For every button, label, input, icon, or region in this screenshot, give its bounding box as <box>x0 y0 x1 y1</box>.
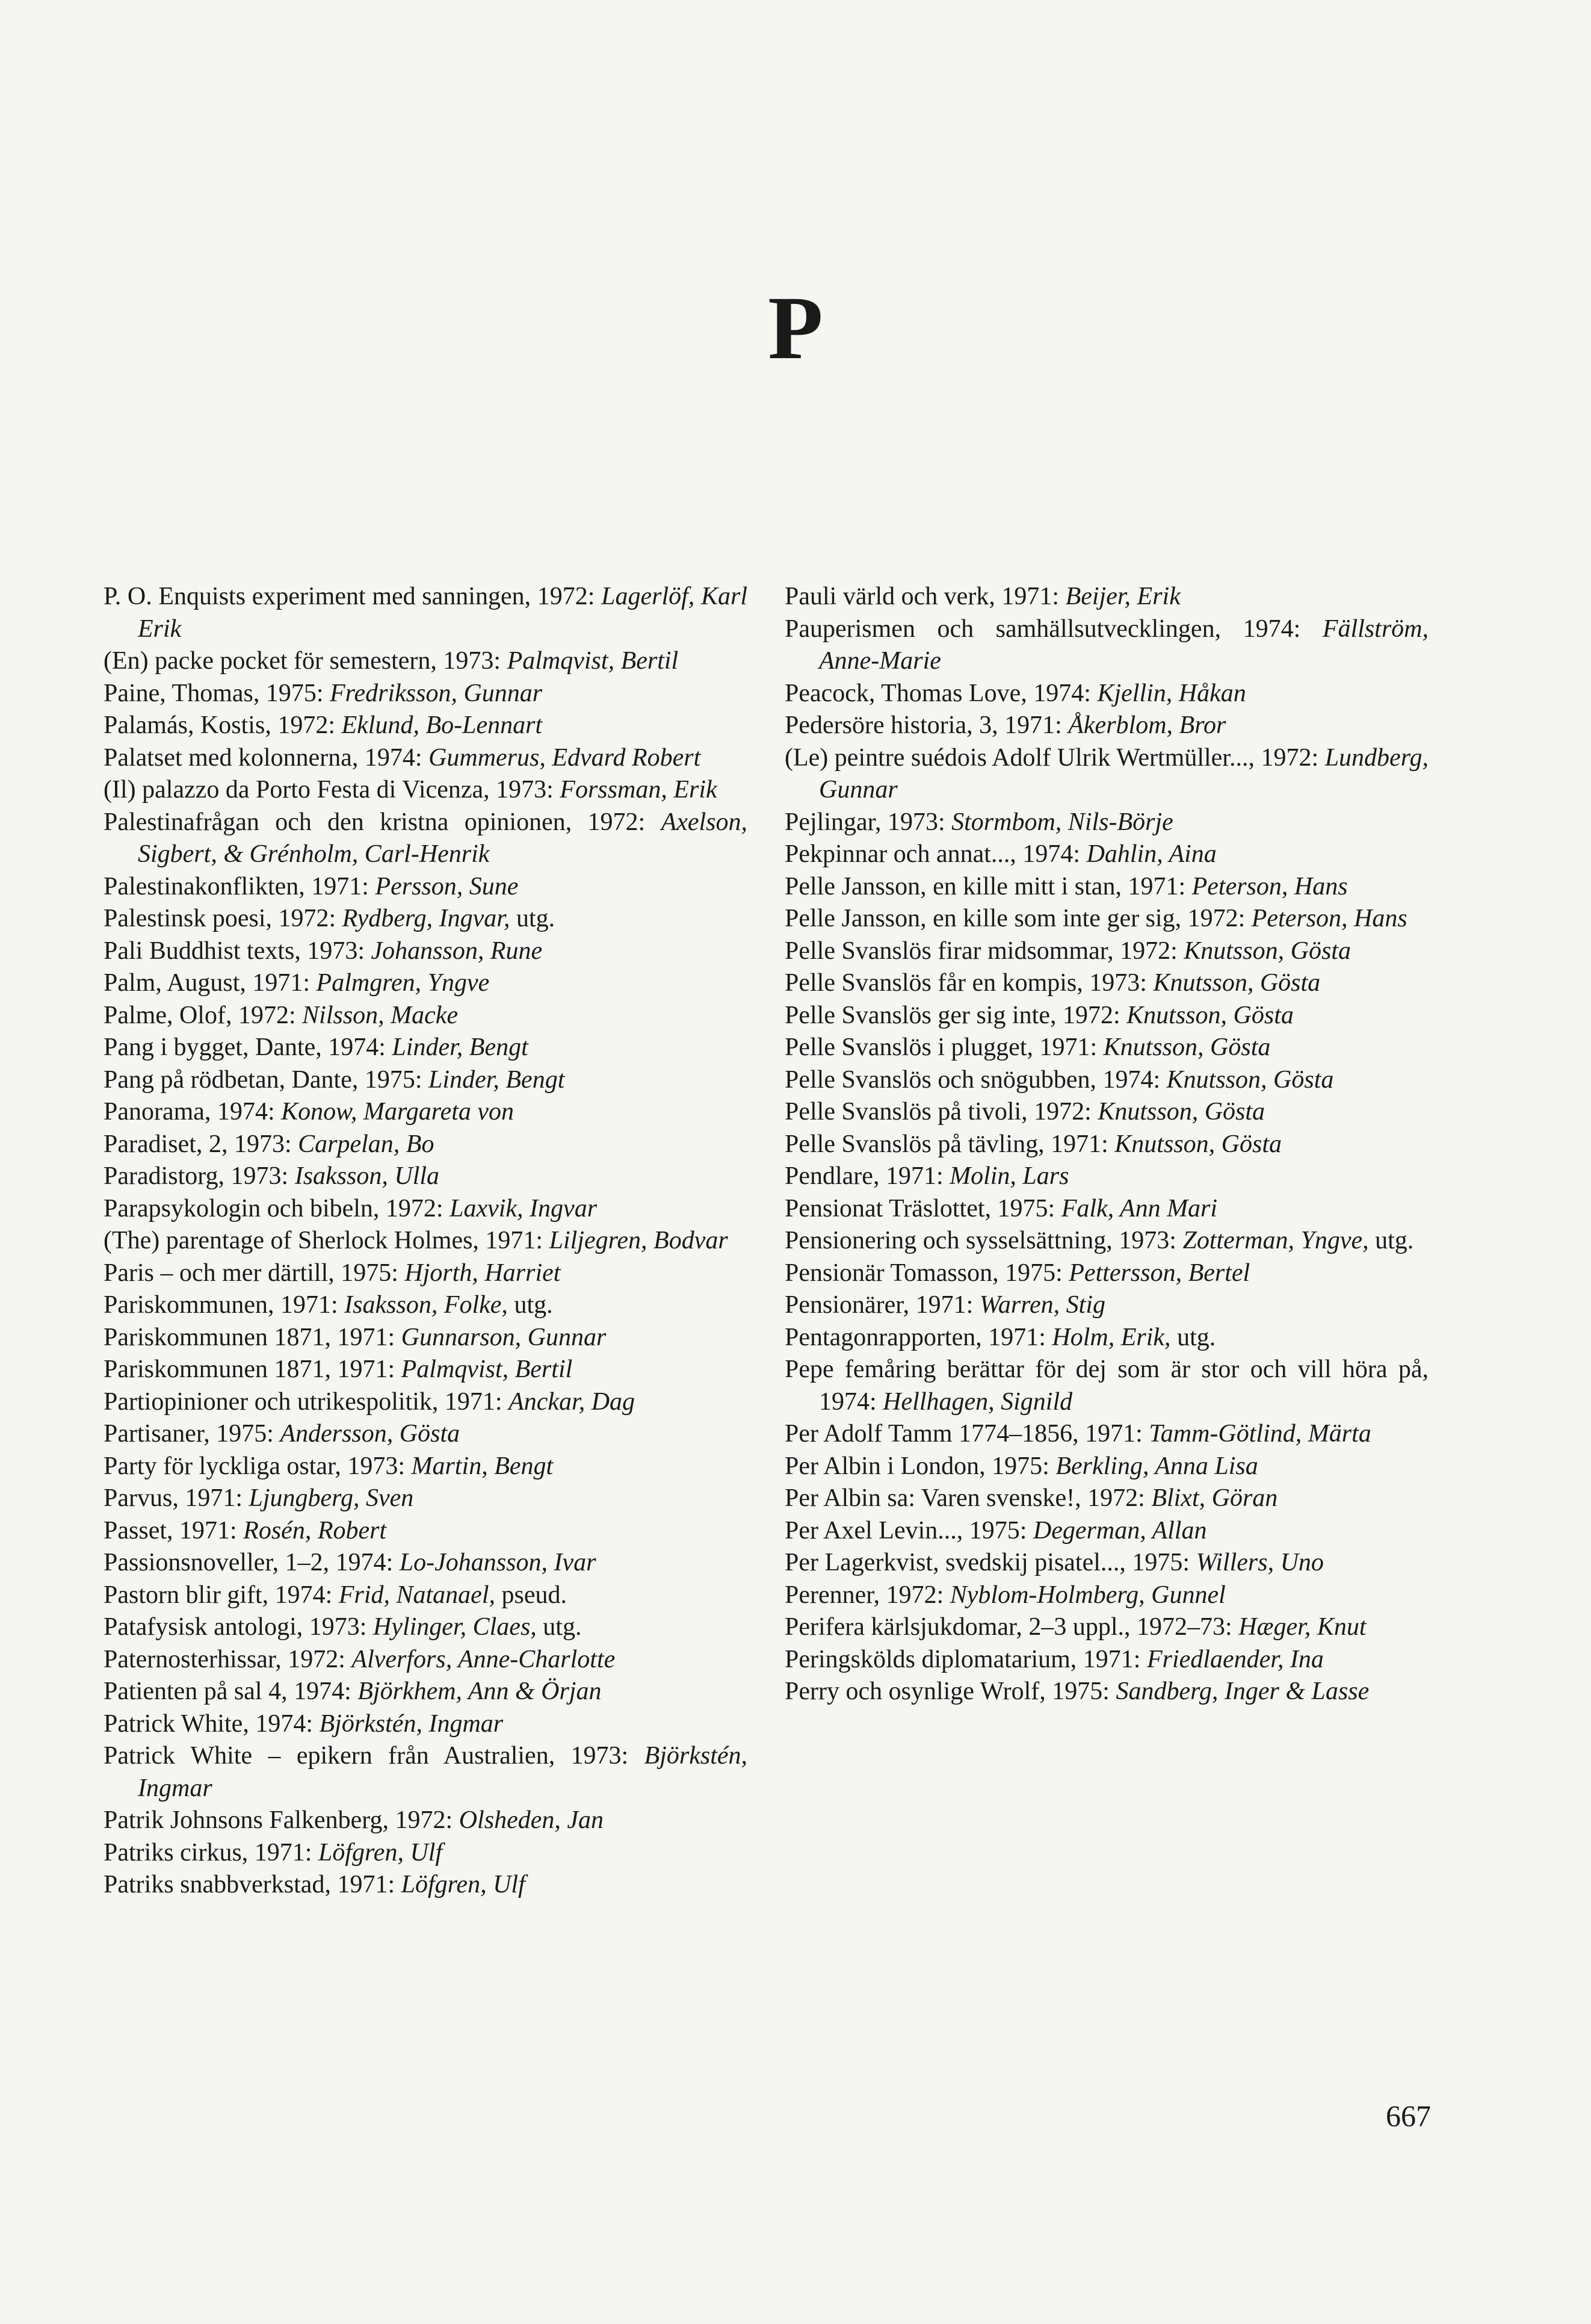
index-entry <box>785 1064 1429 1097</box>
entry-author: Kjellin, Håkan <box>1097 679 1246 707</box>
index-entry <box>785 935 1429 968</box>
entry-title: Party för lyckliga ostar, 1973: <box>103 1452 406 1480</box>
section-letter: P <box>768 278 823 378</box>
entry-author: Björkstén, Ingmar <box>319 1709 504 1738</box>
index-entry <box>103 871 747 903</box>
index-entry <box>785 1418 1429 1451</box>
entry-title: Pekpinnar och annat..., 1974: <box>785 840 1081 868</box>
entry-author: Palmqvist, Bertil <box>507 647 679 675</box>
index-entry <box>785 581 1429 613</box>
entry-author: Falk, Ann Mari <box>1061 1194 1218 1222</box>
index-entry <box>103 1515 747 1548</box>
entry-title: Passet, 1971: <box>103 1516 237 1545</box>
entry-author: Lo-Johansson, Ivar <box>399 1549 596 1576</box>
index-entry <box>785 1160 1429 1193</box>
entry-author: Forssman, Erik <box>560 776 717 804</box>
entry-author: Tamm-Götlind, Märta <box>1149 1420 1371 1448</box>
entry-suffix: utg. <box>1375 1227 1414 1254</box>
index-entry <box>785 1644 1429 1676</box>
entry-author: Anckar, Dag <box>508 1387 635 1416</box>
entry-author: Degerman, Allan <box>1033 1516 1207 1545</box>
entry-author: Åkerblom, Bror <box>1068 711 1226 739</box>
entry-author: Zotterman, Yngve, <box>1182 1227 1369 1254</box>
index-entry <box>103 1740 747 1805</box>
entry-title: Pali Buddhist texts, 1973: <box>103 937 365 965</box>
entry-author: Berkling, Anna Lisa <box>1055 1452 1258 1480</box>
index-entry <box>785 838 1429 871</box>
index-entry <box>103 1289 747 1322</box>
index-entry <box>785 967 1429 1000</box>
entry-title: Pelle Svanslös och snögubben, 1974: <box>785 1065 1161 1094</box>
entry-title: Paine, Thomas, 1975: <box>103 679 324 707</box>
entry-title: Patienten på sal 4, 1974: <box>103 1678 351 1705</box>
entry-author: Sandberg, Inger & Lasse <box>1116 1678 1370 1705</box>
entry-author: Linder, Bengt <box>392 1033 528 1061</box>
index-entry <box>103 1418 747 1451</box>
entry-title: Pedersöre historia, 3, 1971: <box>785 711 1062 739</box>
entry-title: Per Albin sa: Varen svenske!, 1972: <box>785 1484 1145 1512</box>
index-entry <box>103 742 747 775</box>
entry-author: Peterson, Hans <box>1191 872 1348 900</box>
entry-title: Pauli värld och verk, 1971: <box>785 583 1060 610</box>
entry-title: Pang i bygget, Dante, 1974: <box>103 1033 386 1061</box>
entry-title: Pariskommunen 1871, 1971: <box>103 1323 395 1351</box>
entry-title: Peringskölds diplomatarium, 1971: <box>785 1645 1141 1673</box>
entry-author: Palmqvist, Bertil <box>401 1356 573 1383</box>
entry-author: Peterson, Hans <box>1251 905 1407 932</box>
index-entry <box>103 1096 747 1129</box>
entry-title: Palamás, Kostis, 1972: <box>103 711 335 739</box>
index-entry <box>103 1225 747 1257</box>
entry-title: Panorama, 1974: <box>103 1098 275 1126</box>
index-entry <box>785 1547 1429 1579</box>
entry-title: Paradistorg, 1973: <box>103 1162 289 1190</box>
entry-author: Molin, Lars <box>950 1162 1069 1190</box>
index-entry <box>103 1000 747 1032</box>
entry-author: Axelson, Sigbert, & Grénholm, Carl-Henrik <box>138 808 748 868</box>
entry-title: Per Axel Levin..., 1975: <box>785 1516 1027 1545</box>
entry-title: Paris – och mer därtill, 1975: <box>103 1259 398 1287</box>
entry-author: Warren, Stig <box>979 1291 1106 1319</box>
index-entry <box>103 1611 747 1644</box>
entry-author: Hjorth, Harriet <box>404 1259 561 1287</box>
index-entry <box>103 1257 747 1290</box>
entry-author: Ljungberg, Sven <box>249 1484 414 1512</box>
entry-title: Per Adolf Tamm 1774–1856, 1971: <box>785 1420 1143 1448</box>
entry-title: Passionsnoveller, 1–2, 1974: <box>103 1549 394 1576</box>
index-entry <box>785 1193 1429 1226</box>
entry-title: Per Lagerkvist, svedskij pisatel..., 1975: <box>785 1549 1190 1576</box>
index-entry <box>785 1354 1429 1418</box>
entry-title: Pentagonrapporten, 1971: <box>785 1323 1046 1351</box>
page-number: 667 <box>1386 2099 1431 2133</box>
entry-title: (Il) palazzo da Porto Festa di Vicenza, 1973: <box>103 776 554 804</box>
index-entry <box>103 1483 747 1515</box>
entry-title: Pelle Svanslös på tävling, 1971: <box>785 1130 1108 1158</box>
entry-author: Nyblom-Holmberg, Gunnel <box>950 1581 1226 1609</box>
index-entry <box>103 678 747 710</box>
entry-author: Knutsson, Gösta <box>1098 1098 1265 1126</box>
index-entry <box>103 1193 747 1226</box>
entry-title: Paradiset, 2, 1973: <box>103 1130 292 1158</box>
entry-author: Knutsson, Gösta <box>1114 1130 1282 1158</box>
index-entry <box>103 1805 747 1837</box>
entry-author: Dahlin, Aina <box>1086 840 1217 868</box>
entry-title: Parapsykologin och bibeln, 1972: <box>103 1194 443 1222</box>
entry-author: Björkhem, Ann & Örjan <box>357 1678 602 1705</box>
entry-title: (The) parentage of Sherlock Holmes, 1971: <box>103 1227 543 1254</box>
entry-author: Löfgren, Ulf <box>318 1838 443 1867</box>
index-entry <box>785 1096 1429 1129</box>
entry-title: Pensionärer, 1971: <box>785 1291 974 1319</box>
index-entry <box>785 710 1429 742</box>
index-entry <box>785 1515 1429 1548</box>
index-entry <box>103 710 747 742</box>
index-entry <box>785 903 1429 935</box>
entry-title: Patrick White, 1974: <box>103 1709 313 1738</box>
index-entry <box>103 967 747 1000</box>
index-entry <box>103 1354 747 1386</box>
entry-author: Hellhagen, Signild <box>883 1387 1073 1416</box>
index-entry <box>103 581 747 645</box>
entry-author: Gunnarson, Gunnar <box>401 1323 607 1351</box>
index-entry <box>103 1032 747 1064</box>
index-entry <box>103 935 747 968</box>
entry-title: Patriks cirkus, 1971: <box>103 1838 312 1867</box>
index-entry <box>785 1032 1429 1064</box>
entry-title: Perry och osynlige Wrolf, 1975: <box>785 1678 1110 1705</box>
entry-title: Palatset med kolonnerna, 1974: <box>103 743 422 772</box>
entry-title: Pensionat Träslottet, 1975: <box>785 1194 1055 1222</box>
entry-author: Eklund, Bo-Lennart <box>341 711 543 739</box>
index-column-right <box>785 581 1429 1708</box>
index-entry <box>785 1225 1429 1257</box>
entry-author: Löfgren, Ulf <box>401 1871 525 1898</box>
index-entry <box>785 1257 1429 1290</box>
entry-author: Fredriksson, Gunnar <box>330 679 543 707</box>
index-entry <box>103 1451 747 1483</box>
entry-author: Holm, Erik, <box>1052 1323 1171 1351</box>
index-entry <box>103 1322 747 1354</box>
entry-author: Lagerlöf, Karl Erik <box>138 583 747 643</box>
entry-author: Nilsson, Macke <box>302 1001 459 1029</box>
index-entry <box>103 1644 747 1676</box>
entry-title: Perifera kärlsjukdomar, 2–3 uppl., 1972–73: <box>785 1613 1232 1641</box>
entry-suffix: utg. <box>543 1613 582 1641</box>
entry-title: Per Albin i London, 1975: <box>785 1452 1049 1480</box>
entry-author: Pettersson, Bertel <box>1069 1259 1250 1287</box>
entry-title: Pelle Svanslös firar midsommar, 1972: <box>785 937 1178 965</box>
entry-title: Pensionär Tomasson, 1975: <box>785 1259 1063 1287</box>
entry-title: (En) packe pocket för semestern, 1973: <box>103 647 501 675</box>
index-entry <box>785 1289 1429 1322</box>
index-entry <box>103 645 747 678</box>
index-entry <box>785 1129 1429 1161</box>
entry-title: Pelle Jansson, en kille som inte ger sig, 1972: <box>785 905 1246 932</box>
entry-author: Linder, Bengt <box>428 1065 565 1094</box>
entry-title: Palestinsk poesi, 1972: <box>103 905 336 932</box>
entry-author: Andersson, Gösta <box>280 1420 460 1448</box>
entry-author: Carpelan, Bo <box>298 1130 434 1158</box>
entry-author: Palmgren, Yngve <box>316 969 490 997</box>
entry-title: Pang på rödbetan, Dante, 1975: <box>103 1065 422 1094</box>
entry-suffix: utg. <box>516 905 555 932</box>
entry-author: Alverfors, Anne-Charlotte <box>351 1645 616 1673</box>
entry-author: Knutsson, Gösta <box>1166 1065 1334 1094</box>
entry-author: Isaksson, Ulla <box>294 1162 440 1190</box>
entry-title: Patrick White – epikern från Australien, 1973: <box>103 1742 629 1770</box>
entry-title: Palme, Olof, 1972: <box>103 1001 296 1029</box>
index-entry <box>103 807 747 871</box>
index-entry <box>785 678 1429 710</box>
index-entry <box>785 1322 1429 1354</box>
entry-author: Björkstén, Ingmar <box>138 1742 748 1802</box>
entry-author: Laxvik, Ingvar <box>449 1194 598 1222</box>
entry-title: Paternosterhissar, 1972: <box>103 1645 345 1673</box>
entry-author: Rydberg, Ingvar, <box>342 905 510 932</box>
index-entry <box>785 613 1429 678</box>
entry-author: Isaksson, Folke, <box>344 1291 508 1319</box>
index-entry <box>103 903 747 935</box>
entry-author: Blixt, Göran <box>1151 1484 1278 1512</box>
entry-author: Hylinger, Claes, <box>372 1613 537 1641</box>
entry-author: Willers, Uno <box>1196 1549 1324 1576</box>
index-entry <box>785 1579 1429 1612</box>
index-entry <box>785 1676 1429 1708</box>
entry-author: Knutsson, Gösta <box>1126 1001 1294 1029</box>
entry-author: Hæger, Knut <box>1238 1613 1367 1641</box>
index-entry <box>103 774 747 807</box>
entry-title: Pensionering och sysselsättning, 1973: <box>785 1227 1176 1254</box>
entry-author: Lundberg, Gunnar <box>819 743 1429 804</box>
entry-author: Olsheden, Jan <box>459 1806 604 1834</box>
index-entry <box>103 1579 747 1612</box>
index-entry <box>785 1000 1429 1032</box>
index-entry <box>785 807 1429 839</box>
entry-author: Liljegren, Bodvar <box>549 1227 728 1254</box>
entry-author: Konow, Margareta von <box>281 1098 514 1126</box>
index-entry <box>785 742 1429 807</box>
entry-title: Palestinafrågan och den kristna opinionen, 1972: <box>103 808 646 836</box>
entry-title: Pelle Svanslös i plugget, 1971: <box>785 1033 1098 1061</box>
entry-author: Persson, Sune <box>375 872 519 900</box>
entry-suffix: pseud. <box>501 1581 567 1609</box>
entry-title: Pepe femåring berättar för dej som är stor och vill höra på, 1974: <box>785 1356 1429 1416</box>
entry-title: Partiopinioner och utrikespolitik, 1971: <box>103 1387 502 1416</box>
index-entry <box>103 1129 747 1161</box>
entry-title: Pelle Svanslös på tivoli, 1972: <box>785 1098 1092 1126</box>
entry-author: Knutsson, Gösta <box>1153 969 1321 997</box>
entry-author: Beijer, Erik <box>1065 583 1181 610</box>
entry-title: Pelle Svanslös ger sig inte, 1972: <box>785 1001 1120 1029</box>
entry-suffix: utg. <box>514 1291 553 1319</box>
entry-title: Pariskommunen 1871, 1971: <box>103 1356 395 1383</box>
index-entry <box>785 1451 1429 1483</box>
index-entry <box>785 1611 1429 1644</box>
index-entry <box>103 1547 747 1579</box>
index-entry <box>103 1837 747 1870</box>
entry-title: Pejlingar, 1973: <box>785 808 945 836</box>
index-entry <box>785 1483 1429 1515</box>
index-entry <box>103 1708 747 1741</box>
entry-title: Patafysisk antologi, 1973: <box>103 1613 367 1641</box>
entry-author: Stormbom, Nils-Börje <box>951 808 1173 836</box>
entry-author: Fällström, Anne-Marie <box>819 615 1429 675</box>
entry-author: Martin, Bengt <box>411 1452 554 1480</box>
entry-title: P. O. Enquists experiment med sanningen, 1972: <box>103 583 595 610</box>
entry-title: Pelle Svanslös får en kompis, 1973: <box>785 969 1147 997</box>
entry-title: Palm, August, 1971: <box>103 969 310 997</box>
entry-author: Frid, Natanael, <box>338 1581 495 1609</box>
entry-suffix: utg. <box>1177 1323 1216 1351</box>
entry-title: Pastorn blir gift, 1974: <box>103 1581 333 1609</box>
entry-title: Pauperismen och samhällsutvecklingen, 1974: <box>785 615 1301 643</box>
entry-author: Friedlaender, Ina <box>1146 1645 1324 1673</box>
entry-title: Pariskommunen, 1971: <box>103 1291 338 1319</box>
entry-author: Gummerus, Edvard Robert <box>428 743 701 772</box>
index-column-left <box>103 581 747 1901</box>
entry-title: Pendlare, 1971: <box>785 1162 944 1190</box>
index-entry <box>103 1386 747 1419</box>
entry-author: Knutsson, Gösta <box>1103 1033 1271 1061</box>
index-entry <box>103 1869 747 1901</box>
entry-title: Patrik Johnsons Falkenberg, 1972: <box>103 1806 453 1834</box>
entry-author: Rosén, Robert <box>243 1516 387 1545</box>
index-entry <box>785 871 1429 903</box>
entry-title: (Le) peintre suédois Adolf Ulrik Wertmüller..., 1972: <box>785 743 1319 772</box>
index-entry <box>103 1676 747 1708</box>
entry-title: Pelle Jansson, en kille mitt i stan, 1971: <box>785 872 1186 900</box>
index-entry <box>103 1064 747 1097</box>
entry-title: Patriks snabbverkstad, 1971: <box>103 1871 395 1898</box>
index-entry <box>103 1160 747 1193</box>
entry-title: Parvus, 1971: <box>103 1484 243 1512</box>
entry-author: Johansson, Rune <box>371 937 543 965</box>
entry-title: Perenner, 1972: <box>785 1581 944 1609</box>
entry-title: Partisaner, 1975: <box>103 1420 274 1448</box>
entry-title: Palestinakonflikten, 1971: <box>103 872 369 900</box>
entry-title: Peacock, Thomas Love, 1974: <box>785 679 1091 707</box>
entry-author: Knutsson, Gösta <box>1184 937 1351 965</box>
